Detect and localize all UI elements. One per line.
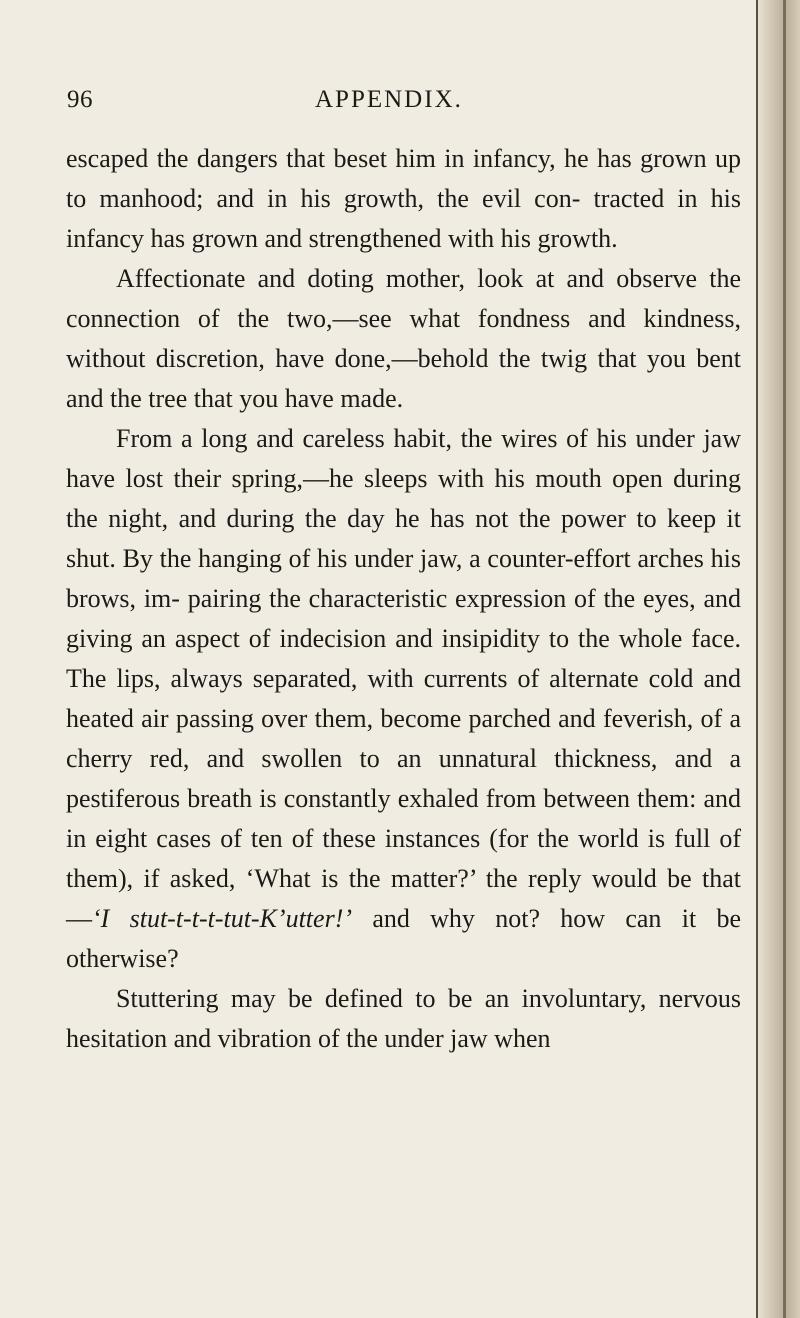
page-header xyxy=(0,86,760,116)
paragraph-stuttering-definition: Stuttering may be defined to be an involuntary, nervous hesitation and vibration of the under jaw when xyxy=(66,984,741,1053)
stutter-quote: ‘I stut-t-t-t-tut-K’utter!’ xyxy=(92,904,353,933)
paragraph-careless-habit-text: From a long and careless habit, the wires of his under jaw have lost their spring,—he sleeps with his mouth open during the night, and during the day he has not the power to keep it shut. By the hanging of his under jaw, a counter-effort arches his brows, im- pairing the characteristic expression of the eyes, and giving an aspect of indecision and insipidity to the whole face. The lips, always separated, with currents of alternate cold and heated air passing over them, become parched and feverish, of a cherry red, and swollen to an unnatural thickness, and a pestiferous breath is constantly exhaled from between them: and in eight cases of ten of these instances (for the world is full of them), if asked, ‘What is the matter?’ the reply would be that— xyxy=(66,424,741,933)
page-binding-edge xyxy=(756,0,800,1318)
paragraph-careless-habit-ending: and why not? how can it be otherwise? xyxy=(66,904,741,973)
body-text xyxy=(66,139,741,1059)
paragraph-careless-habit xyxy=(66,419,741,979)
paragraph-affectionate-mother: Affectionate and doting mother, look at and observe the connection of the two,—see what fondness and kindness, without discretion, have done,—behold the twig that you bent and the tree that you have made. xyxy=(66,264,741,413)
binding-shadow-line xyxy=(783,0,786,1318)
paragraph-continuation: escaped the dangers that beset him in infancy, he has grown up to manhood; and in his growth, the evil con- tracted in his infancy has grown and strengthened with his growth. xyxy=(66,144,741,253)
page-number: 96 xyxy=(67,86,93,113)
running-head: APPENDIX. xyxy=(315,86,463,113)
